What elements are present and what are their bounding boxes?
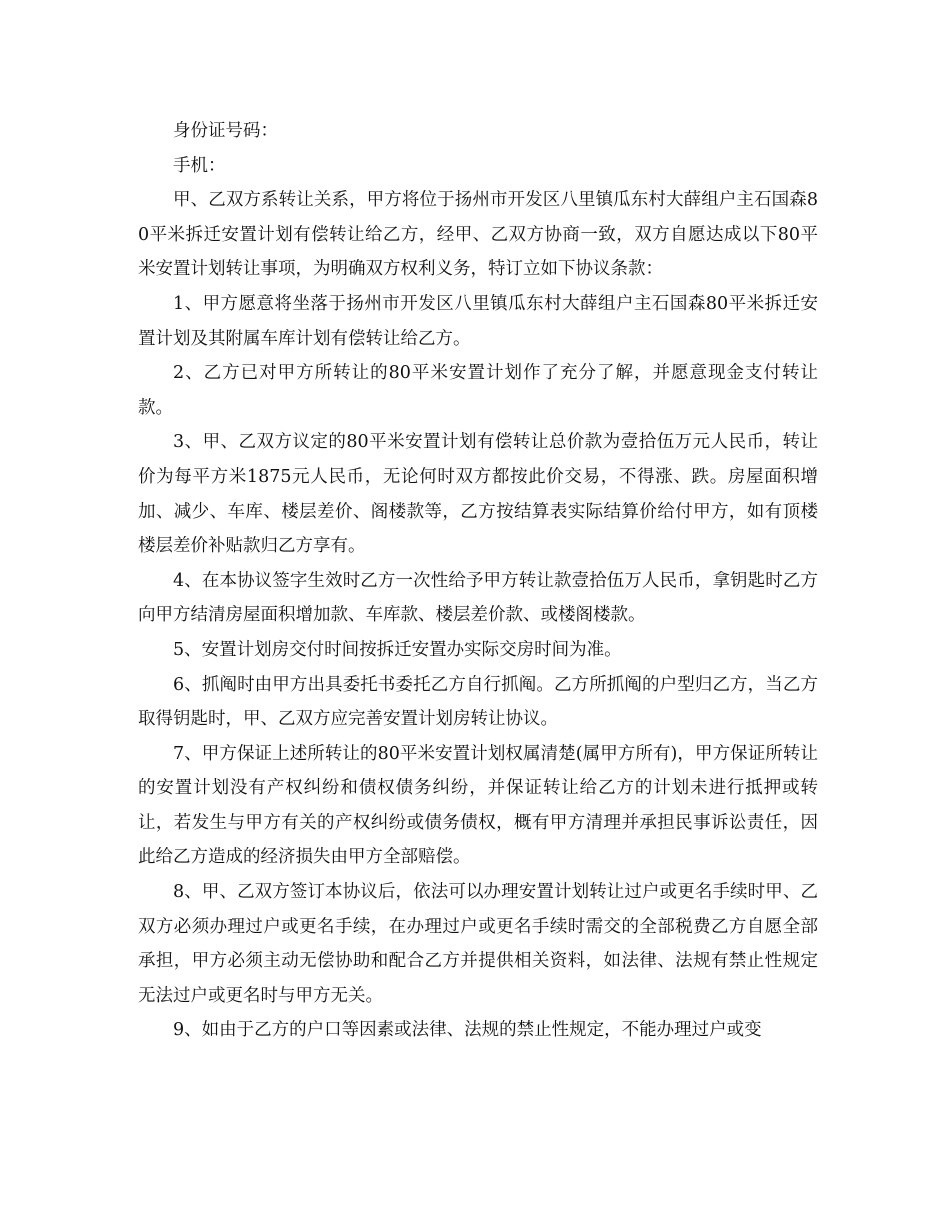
- clause-4: 4、在本协议签字生效时乙方一次性给予甲方转让款壹拾伍万人民币，拿钥匙时乙方向甲方结清房屋面积增加款、车库款、楼层差价款、或楼阁楼款。: [138, 570, 818, 626]
- preamble-paragraph: 甲、乙双方系转让关系，甲方将位于扬州市开发区八里镇瓜东村大薛组户主石国森80平米拆迁安置计划有偿转让给乙方，经甲、乙双方协商一致，双方自愿达成以下80平米安置计划转让事项，为明确双方权利义务，特订立如下协议条款：: [138, 190, 818, 280]
- phone-line: 手机：: [173, 155, 226, 176]
- clause-9: 9、如由于乙方的户口等因素或法律、法规的禁止性规定，不能办理过户或变: [173, 1020, 762, 1041]
- clause-2: 2、乙方已对甲方所转让的80平米安置计划作了充分了解，并愿意现金支付转让款。: [138, 363, 818, 418]
- document-body: [138, 114, 818, 1048]
- clause-1: 1、甲方愿意将坐落于扬州市开发区八里镇瓜东村大薛组户主石国森80平米拆迁安置计划及其附属车库计划有偿转让给乙方。: [138, 293, 818, 349]
- clause-5: 5、安置计划房交付时间按拆迁安置办实际交房时间为准。: [173, 639, 622, 660]
- id-number-line: 身份证号码：: [173, 121, 278, 141]
- clause-7: 7、甲方保证上述所转让的80平米安置计划权属清楚(属甲方所有)，甲方保证所转让的安置计划没有产权纠纷和债权债务纠纷，并保证转让给乙方的计划未进行抵押或转让，若发生与甲方有关的产权纠纷或债务债权，概有甲方清理并承担民事诉讼责任，因此给乙方造成的经济损失由甲方全部赔偿。: [138, 743, 818, 868]
- clause-3: 3、甲、乙双方议定的80平米安置计划有偿转让总价款为壹拾伍万元人民币，转让价为每平方米1875元人民币，无论何时双方都按此价交易，不得涨、跌。房屋面积增加、减少、车库、楼层差价、阁楼款等，乙方按结算表实际结算价给付甲方，如有顶楼楼层差价补贴款归乙方享有。: [138, 432, 818, 557]
- clause-8: 8、甲、乙双方签订本协议后，依法可以办理安置计划转让过户或更名手续时甲、乙双方必须办理过户或更名手续，在办理过户或更名手续时需交的全部税费乙方自愿全部承担，甲方必须主动无偿协助和配合乙方并提供相关资料，如法律、法规有禁止性规定无法过户或更名时与甲方无关。: [138, 882, 818, 1006]
- clause-6: 6、抓阄时由甲方出具委托书委托乙方自行抓阄。乙方所抓阄的户型归乙方，当乙方取得钥匙时，甲、乙双方应完善安置计划房转让协议。: [138, 674, 818, 730]
